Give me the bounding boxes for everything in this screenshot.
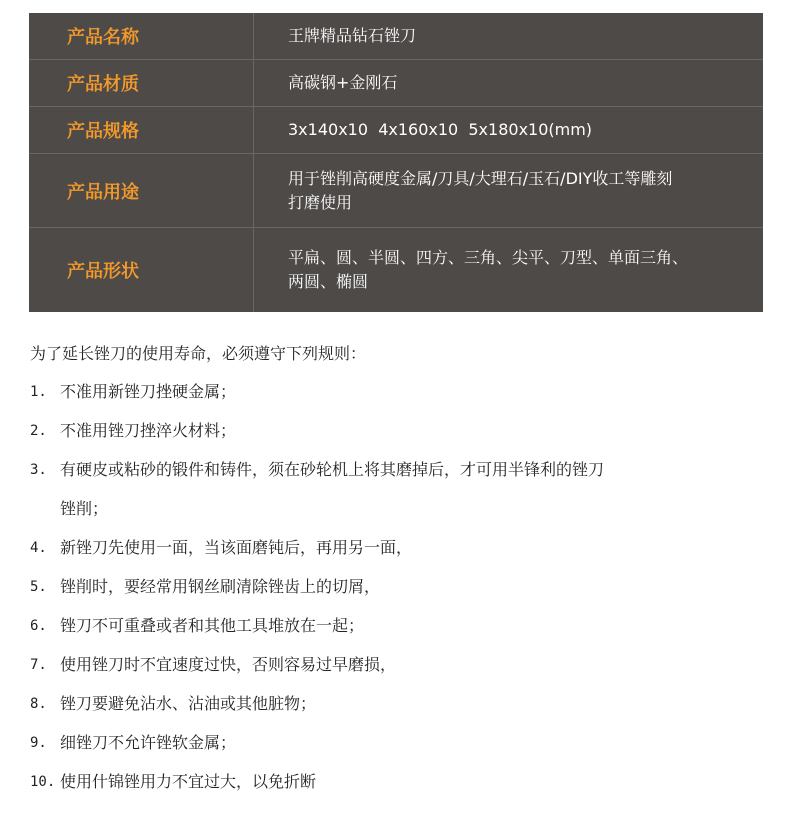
spec-label: 产品形状 [29, 228, 254, 313]
spec-label: 产品名称 [29, 13, 254, 60]
usage-rules [30, 339, 770, 806]
rule-text: 不准用锉刀挫淬火材料； [60, 421, 237, 440]
rule-text: 不准用新锉刀挫硬金属； [60, 382, 237, 401]
spec-value [254, 107, 764, 154]
rule-item [30, 689, 770, 728]
rule-number: 1. [30, 384, 47, 400]
rule-item [30, 767, 770, 806]
rule-text-continued: 锉削； [60, 499, 109, 518]
spec-row-name [29, 13, 763, 60]
spec-value [254, 228, 764, 313]
rule-item [30, 416, 770, 455]
rule-number: 6. [30, 618, 47, 634]
spec-label: 产品规格 [29, 107, 254, 154]
spec-value-line: 两圆、椭圆 [288, 272, 369, 291]
spec-value-line: 高碳钢+金刚石 [288, 73, 398, 92]
spec-row-usage [29, 154, 763, 228]
spec-table [29, 13, 763, 312]
spec-row-size [29, 107, 763, 154]
rule-number: 5. [30, 579, 47, 595]
rule-text: 使用什锦锉用力不宜过大，以免折断 [60, 772, 317, 791]
spec-value [254, 60, 764, 107]
spec-value-line: 3x140x10 4x160x10 5x180x10(mm) [288, 120, 593, 139]
spec-value-line: 王牌精品钻石锉刀 [288, 26, 417, 45]
spec-value [254, 13, 764, 60]
spec-label: 产品材质 [29, 60, 254, 107]
rule-item [30, 533, 770, 572]
rule-item [30, 572, 770, 611]
rule-item [30, 377, 770, 416]
rule-text: 锉刀要避免沾水、沾油或其他脏物； [60, 694, 317, 713]
spec-row-shape [29, 228, 763, 313]
rule-number: 10. [30, 774, 56, 790]
rule-text: 锉削时，要经常用钢丝刷清除锉齿上的切屑， [60, 577, 381, 596]
spec-row-material [29, 60, 763, 107]
rule-number: 2. [30, 423, 47, 439]
rule-number: 3. [30, 462, 47, 478]
rule-item [30, 611, 770, 650]
rules-intro: 为了延长锉刀的使用寿命，必须遵守下列规则： [30, 344, 367, 363]
rule-item [30, 455, 770, 533]
spec-value [254, 154, 764, 228]
rule-text: 锉刀不可重叠或者和其他工具堆放在一起； [60, 616, 365, 635]
rule-number: 7. [30, 657, 47, 673]
rule-text: 使用锉刀时不宜速度过快，否则容易过早磨损， [60, 655, 397, 674]
rule-number: 8. [30, 696, 47, 712]
rules-list [30, 377, 770, 806]
spec-value-line: 平扁、圆、半圆、四方、三角、尖平、刀型、单面三角、 [288, 248, 689, 267]
rule-text: 有硬皮或粘砂的锻件和铸件，须在砂轮机上将其磨掉后，才可用半锋利的锉刀 [60, 460, 605, 479]
spec-value-line: 用于锉削高硬度金属/刀具/大理石/玉石/DIY收工等雕刻 [288, 168, 673, 188]
rule-text: 细锉刀不允许锉软金属； [60, 733, 237, 752]
rule-item [30, 728, 770, 767]
rule-text: 新锉刀先使用一面，当该面磨钝后，再用另一面， [60, 538, 413, 557]
spec-value-line: 打磨使用 [288, 192, 353, 212]
spec-label: 产品用途 [29, 154, 254, 228]
rule-number: 9. [30, 735, 47, 751]
rule-item [30, 650, 770, 689]
rule-number: 4. [30, 540, 47, 556]
